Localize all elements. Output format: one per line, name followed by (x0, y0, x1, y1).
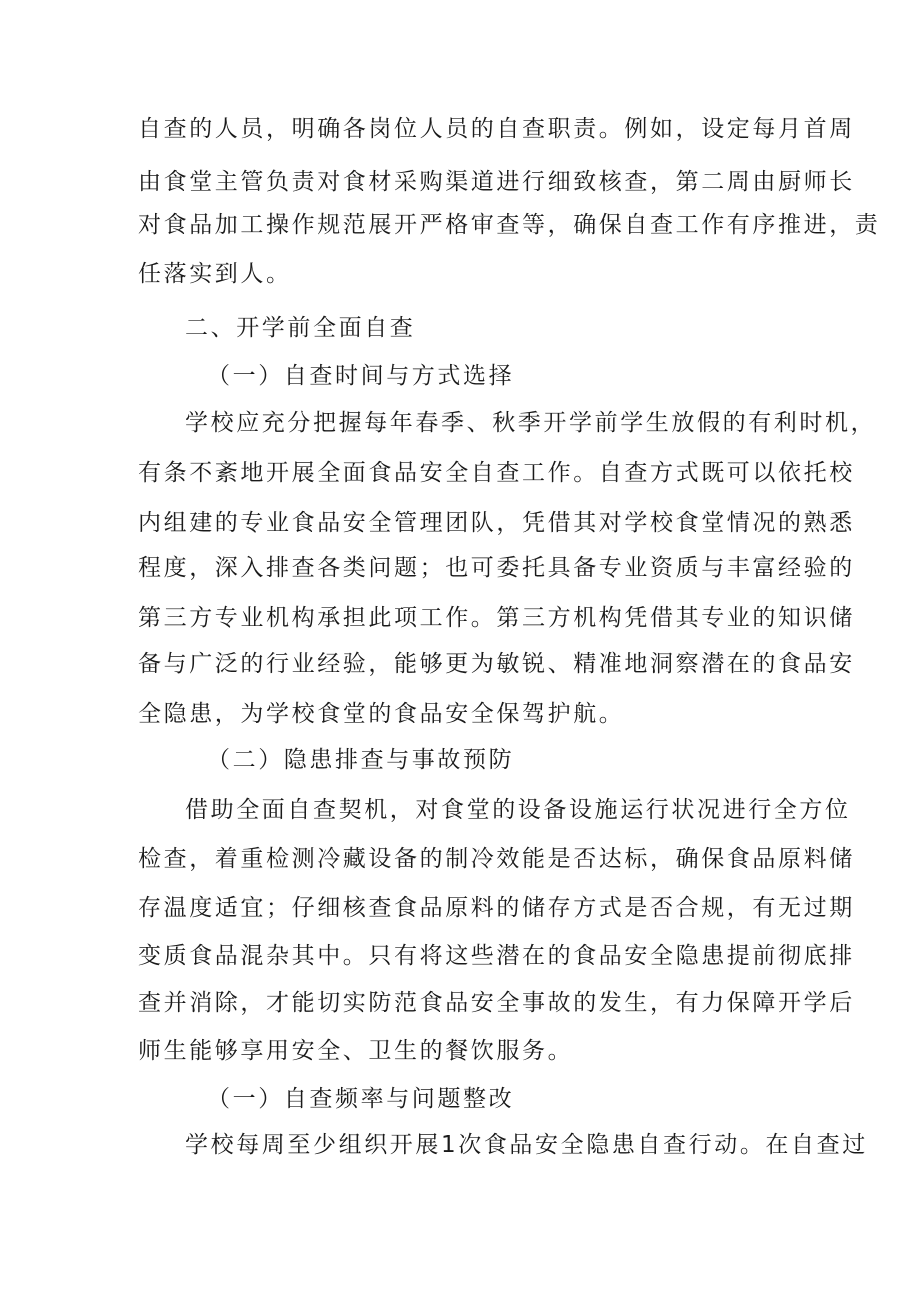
paragraph-line: 备与广泛的行业经验，能够更为敏锐、精准地洞察潜在的食品安 (138, 651, 855, 677)
paragraph-line: 存温度适宜；仔细核查食品原料的储存方式是否合规，有无过期 (138, 895, 855, 921)
paragraph-line: 师生能够享用安全、卫生的餐饮服务。 (138, 1038, 574, 1064)
subsection-heading: （二）隐患排查与事故预防 (207, 747, 515, 773)
paragraph-line: 由食堂主管负责对食材采购渠道进行细致核查，第二周由厨师长 (138, 169, 855, 195)
paragraph-line: 学校应充分把握每年春季、秋季开学前学生放假的有利时机， (185, 410, 877, 436)
paragraph-line: 借助全面自查契机，对食堂的设备设施运行状况进行全方位 (185, 797, 851, 823)
paragraph-line: 第三方专业机构承担此项工作。第三方机构凭借其专业的知识储 (138, 605, 855, 631)
paragraph-line: 查并消除，才能切实防范食品安全事故的发生，有力保障开学后 (138, 990, 855, 1016)
subsection-heading: （一）自查频率与问题整改 (207, 1086, 515, 1112)
paragraph-line: 全隐患，为学校食堂的食品安全保驾护航。 (138, 701, 625, 727)
section-heading: 二、开学前全面自查 (185, 315, 416, 341)
paragraph-line: 对食品加工操作规范展开严格审查等，确保自查工作有序推进，责 (138, 212, 881, 238)
paragraph-line: 有条不紊地开展全面食品安全自查工作。自查方式既可以依托校 (138, 460, 855, 486)
paragraph-line: 变质食品混杂其中。只有将这些潜在的食品安全隐患提前彻底排 (138, 943, 855, 969)
paragraph-line: 自查的人员，明确各岗位人员的自查职责。例如，设定每月首周 (138, 116, 855, 142)
paragraph-line: 任落实到人。 (138, 261, 292, 287)
paragraph-line: 内组建的专业食品安全管理团队，凭借其对学校食堂情况的熟悉 (138, 510, 855, 536)
subsection-heading: （一）自查时间与方式选择 (207, 363, 515, 389)
paragraph-line: 程度，深入排查各类问题；也可委托具备专业资质与丰富经验的 (138, 555, 855, 581)
paragraph-line: 学校每周至少组织开展1次食品安全隐患自查行动。在自查过 (185, 1132, 868, 1158)
paragraph-line: 检查，着重检测冷藏设备的制冷效能是否达标，确保食品原料储 (138, 846, 855, 872)
